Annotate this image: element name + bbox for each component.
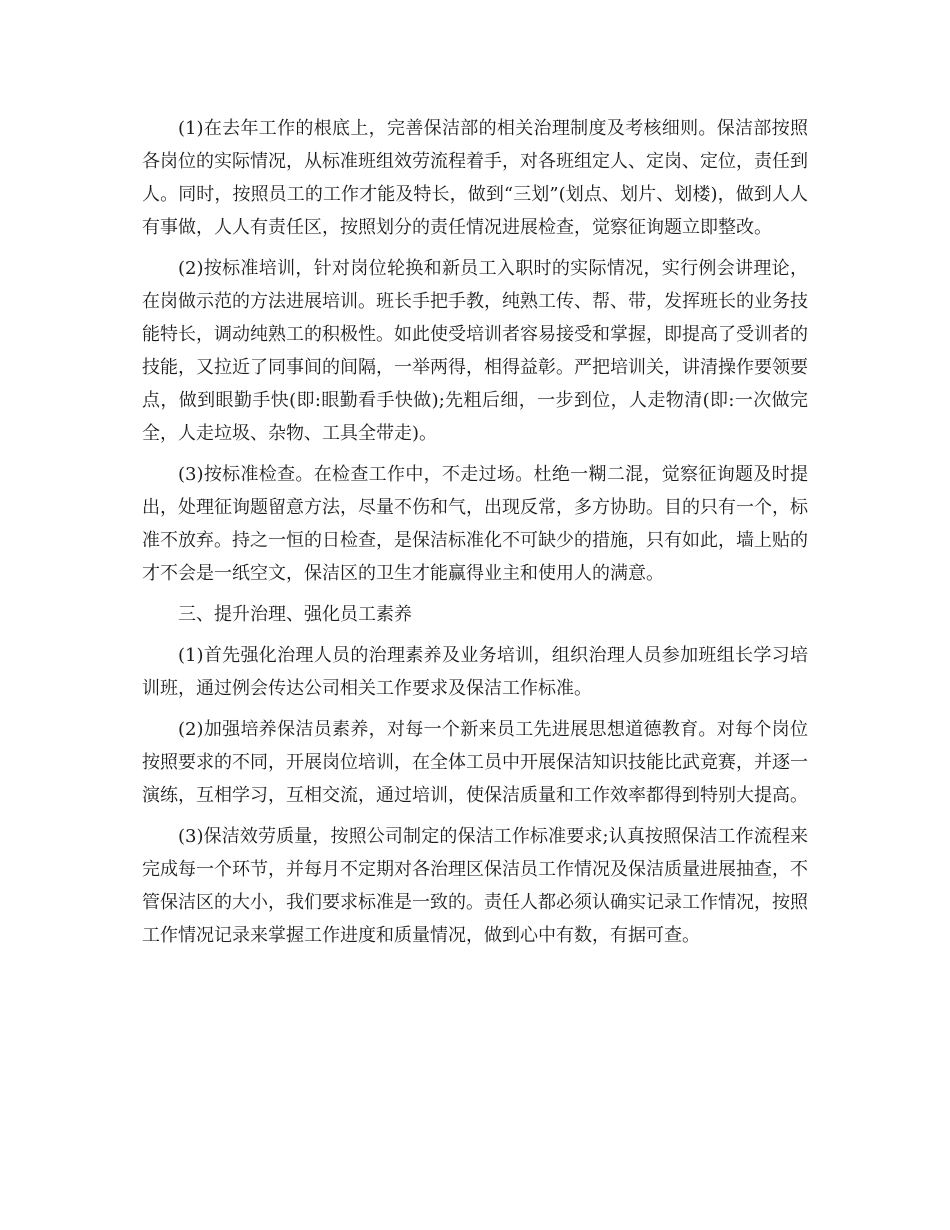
section-heading: 三、提升治理、强化员工素养 bbox=[178, 604, 412, 625]
paragraph-3: (3)按标准检查。在检查工作中，不走过场。杜绝一糊二混，觉察征询题及时提出，处理征询题留意方法，尽量不伤和气，出现反常，多方协助。目的只有一个，标准不放弃。持之一恒的日检查，是保洁标准化不可缺少的措施，只有如此，墙上贴的才不会是一纸空文，保洁区的卫生才能赢得业主和使用人的满意。 bbox=[142, 464, 808, 584]
paragraph-1: (1)在去年工作的根底上，完善保洁部的相关治理制度及考核细则。保洁部按照各岗位的实际情况，从标准班组效劳流程着手，对各班组定人、定岗、定位，责任到人。同时，按照员工的工作才能及特长，做到“三划”(划点、划片、划楼)，做到人人有事做，人人有责任区，按照划分的责任情况进展检查，觉察征询题立即整改。 bbox=[142, 118, 808, 238]
document-body bbox=[142, 112, 808, 960]
paragraph-4: (1)首先强化治理人员的治理素养及业务培训，组织治理人员参加班组长学习培训班，通过例会传达公司相关工作要求及保洁工作标准。 bbox=[142, 645, 808, 699]
paragraph-2: (2)按标准培训，针对岗位轮换和新员工入职时的实际情况，实行例会讲理论，在岗做示范的方法进展培训。班长手把手教，纯熟工传、帮、带，发挥班长的业务技能特长，调动纯熟工的积极性。如此使受培训者容易接受和掌握，即提高了受训者的技能，又拉近了同事间的间隔，一举两得，相得益彰。严把培训关，讲清操作要领要点，做到眼勤手快(即:眼勤看手快做);先粗后细，一步到位，人走物清(即:一次做完全，人走垃圾、杂物、工具全带走)。 bbox=[142, 258, 808, 444]
paragraph-6: (3)保洁效劳质量，按照公司制定的保洁工作标准要求;认真按照保洁工作流程来完成每一个环节，并每月不定期对各治理区保洁员工作情况及保洁质量进展抽查，不管保洁区的大小，我们要求标准是一致的。责任人都必须认确实记录工作情况，按照工作情况记录来掌握工作进度和质量情况，做到心中有数，有据可查。 bbox=[142, 826, 808, 946]
paragraph-5: (2)加强培养保洁员素养，对每一个新来员工先进展思想道德教育。对每个岗位按照要求的不同，开展岗位培训，在全体工员中开展保洁知识技能比武竟赛，并逐一演练，互相学习，互相交流，通过培训，使保洁质量和工作效率都得到特别大提高。 bbox=[142, 719, 808, 806]
